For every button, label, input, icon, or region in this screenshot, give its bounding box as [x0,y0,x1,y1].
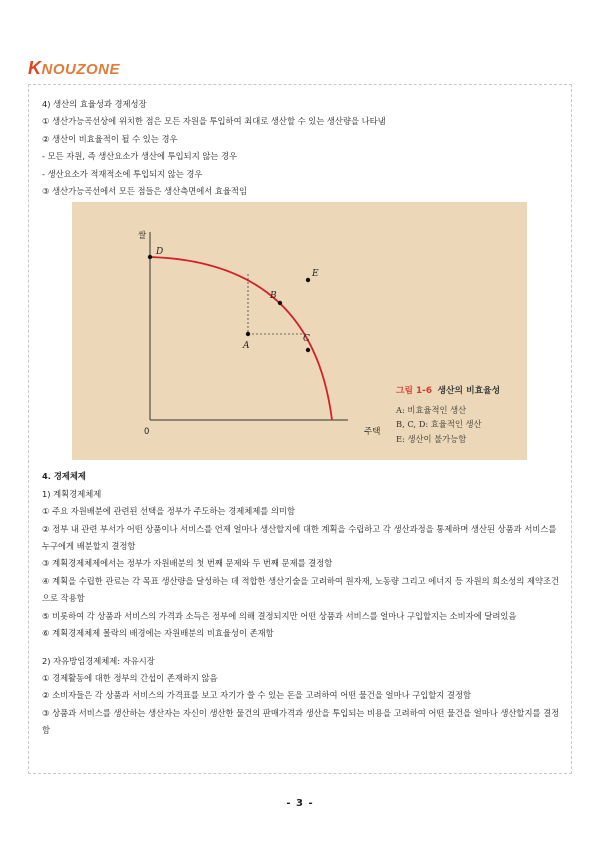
figure-caption [396,384,500,446]
planned-item-5: ⑤ 비롯하여 각 상품과 서비스의 가격과 소득은 정부에 의해 결정되지만 어떤 상품과 서비스를 얼마나 구입할지는 소비자에 달려있음 [42,610,517,621]
market-heading: 2) 자유방임경제체제: 자유시장 [42,655,155,666]
efficiency-item-5: ③ 생산가능곡선에서 모든 점들은 생산측면에서 효율적임 [42,186,247,197]
label-c: C [303,334,310,345]
planned-item-4: ④ 계획을 수립한 관료는 각 목표 생산량을 달성하는 데 적합한 생산기술을 고려하여 원자재, 노동량 그리고 에너지 등 자원의 희소성의 제약조건으로 작용함 [42,575,560,604]
point-e [306,278,310,282]
caption-a: A: 비효율적인 생산 [396,404,467,415]
planned-heading: 1) 계획경제체제 [42,488,102,499]
caption-e: E: 생산이 불가능함 [396,433,467,444]
efficiency-heading: 4) 생산의 효율성과 경제성장 [42,99,147,109]
label-a: A [243,341,250,352]
point-b [278,301,282,305]
planned-item-2: ② 정부 내 관련 부서가 어떤 상품이나 서비스를 언제 얼마나 생산할지에 대한 계획을 수립하고 각 생산과정을 통제하며 생산된 상품과 서비스를 누구에게 배분할지 결정함 [42,523,557,552]
efficiency-item-4: - 생산요소가 적재적소에 투입되지 않는 경우 [42,168,203,179]
economic-systems-title: 4. 경제체제 [42,471,86,482]
caption-bcd: B, C, D: 효율적인 생산 [396,419,482,430]
knouzone-logo: KNOUZONE [28,58,120,78]
production-possibility-figure [72,202,527,460]
efficiency-item-3: - 모든 자원, 즉 생산요소가 생산에 투입되지 않는 경우 [42,151,238,162]
efficiency-item-1: ① 생산가능곡선상에 위치한 점은 모든 자원을 투입하여 최대로 생산할 수 있는 생산량을 나타냄 [42,116,386,127]
label-e: E [312,269,319,280]
page-content [42,96,560,740]
point-a [246,332,250,336]
point-d [148,255,152,259]
point-c [306,348,310,352]
y-axis-label: 쌀 [138,231,147,242]
planned-item-3: ③ 계획경제체제에서는 정부가 자원배분의 첫 번째 문제와 두 번째 문제를 결정함 [42,558,333,569]
efficiency-item-2: ② 생산이 비효율적이 될 수 있는 경우 [42,133,178,144]
page-number: - 3 - [286,798,314,809]
market-item-2: ② 소비자들은 각 상품과 서비스의 가격표를 보고 자기가 쓸 수 있는 돈을 고려하여 어떤 물건을 얼마나 구입할지 결정함 [42,690,471,701]
planned-item-1: ① 주요 자원배분에 관련된 선택을 정부가 주도하는 경제체제를 의미함 [42,506,295,517]
origin-label: 0 [144,427,150,438]
market-item-1: ① 경제활동에 대한 정부의 간섭이 존재하지 않음 [42,672,218,683]
market-item-3: ③ 상품과 서비스를 생산하는 생산자는 자신이 생산한 물건의 판매가격과 생산을 투입되는 비용을 고려하여 어떤 물건을 얼마나 생산할지를 결정함 [42,707,560,736]
planned-item-6: ⑥ 계획경제체제 몰락의 배경에는 자원배분의 비효율성이 존재함 [42,628,274,639]
label-b: B [270,291,277,302]
label-d: D [156,247,164,258]
x-axis-label: 주택 [364,427,381,438]
figure-title: 그림 1-6 생산의 비효율성 [396,386,501,397]
